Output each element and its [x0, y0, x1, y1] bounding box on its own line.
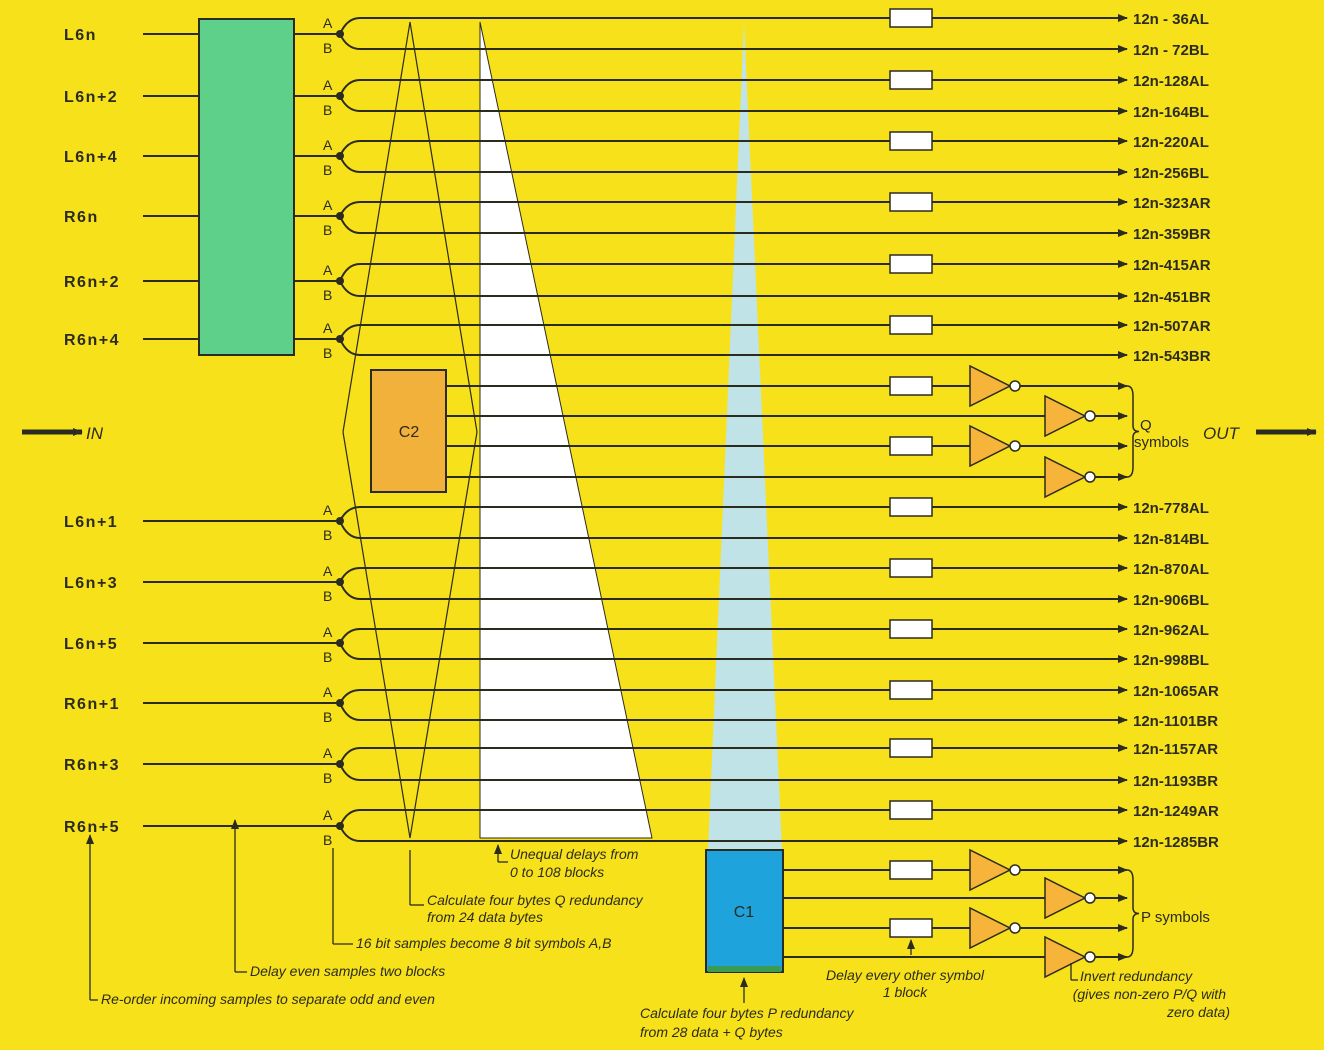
inverter [970, 426, 1010, 466]
reorder-block [199, 19, 294, 355]
output-label: 12n-128AL [1133, 73, 1209, 90]
fork-dot [336, 335, 344, 343]
output-label: 12n-323AR [1133, 195, 1211, 212]
output-label: 12n-814BL [1133, 531, 1209, 548]
output-label: 12n-256BL [1133, 165, 1209, 182]
output-label: 12n-870AL [1133, 561, 1209, 578]
p-brace [1127, 870, 1139, 957]
delay-box [890, 193, 932, 211]
reorder-note: Re-order incoming samples to separate odd and even [101, 991, 435, 1007]
output-label: 12n-1193BR [1133, 773, 1219, 790]
delay-box [890, 9, 932, 27]
inverter [1045, 396, 1085, 436]
odd-input-label: R6n+3 [64, 757, 120, 774]
output-label: 12n-998BL [1133, 652, 1209, 669]
channel-a-label: A [323, 502, 333, 518]
q-brace [1127, 386, 1139, 477]
channel-b-label: B [323, 832, 333, 848]
bit-symbols-note: 16 bit samples become 8 bit symbols A,B [356, 935, 612, 951]
channel-a-label: A [323, 807, 333, 823]
fork-dot [336, 212, 344, 220]
inverter [1045, 457, 1085, 497]
inverter-bubble [1010, 865, 1020, 875]
even-input-label: R6n+2 [64, 274, 120, 291]
inverter-bubble [1010, 381, 1020, 391]
odd-input-label: R6n+1 [64, 696, 120, 713]
out-label: OUT [1203, 424, 1239, 443]
inverter-bubble [1010, 441, 1020, 451]
fork-dot [336, 639, 344, 647]
fork-dot [336, 277, 344, 285]
delay-every-other-note: Delay every other symbol [826, 967, 984, 983]
output-label: 12n-962AL [1133, 622, 1209, 639]
odd-input-label: L6n+5 [64, 636, 119, 653]
channel-a-label: A [323, 745, 333, 761]
output-label: 12n-543BR [1133, 348, 1211, 365]
channel-b-label: B [323, 770, 333, 786]
p-symbols-label: P symbols [1141, 909, 1210, 926]
even-input-label: L6n [64, 27, 97, 44]
invert-note-3: zero data) [1166, 1004, 1230, 1020]
odd-input-label: L6n+3 [64, 575, 119, 592]
delay-box [890, 377, 932, 395]
output-label: 12n-359BR [1133, 226, 1211, 243]
delay-even-note: Delay even samples two blocks [250, 963, 446, 979]
output-label: 12n-1157AR [1133, 741, 1219, 758]
calc-q-note: Calculate four bytes Q redundancy [427, 892, 643, 908]
channel-b-label: B [323, 287, 333, 303]
channel-a-label: A [323, 624, 333, 640]
delay-box [890, 132, 932, 150]
inverter-bubble [1085, 472, 1095, 482]
output-label: 12n-507AR [1133, 318, 1211, 335]
unequal-delay-wedge [480, 22, 652, 838]
output-label: 12n-1065AR [1133, 683, 1219, 700]
delay-every-other-note-2: 1 block [882, 984, 928, 1000]
odd-input-label: L6n+1 [64, 514, 119, 531]
c1-label: C1 [733, 904, 755, 921]
inverter [970, 850, 1010, 890]
delay-box [890, 71, 932, 89]
channel-a-label: A [323, 15, 333, 31]
delay-box [890, 739, 932, 757]
fork-dot [336, 152, 344, 160]
output-label: 12n-220AL [1133, 134, 1209, 151]
fork-dot [336, 92, 344, 100]
channel-a-label: A [323, 684, 333, 700]
output-label: 12n-415AR [1133, 257, 1211, 274]
even-input-label: R6n [64, 209, 99, 226]
even-input-label: R6n+4 [64, 332, 120, 349]
channel-b-label: B [323, 345, 333, 361]
delay-box [890, 498, 932, 516]
delay-box [890, 437, 932, 455]
inverter-bubble [1085, 952, 1095, 962]
q-symbols-label: symbols [1134, 434, 1190, 451]
channel-a-label: A [323, 262, 333, 278]
inverter [970, 908, 1010, 948]
inverter [1045, 878, 1085, 918]
fork-dot [336, 578, 344, 586]
fork-dot [336, 760, 344, 768]
delay-box [890, 801, 932, 819]
calc-p-note-2: from 28 data + Q bytes [640, 1024, 783, 1040]
output-label: 12n-1101BR [1133, 713, 1219, 730]
delay-box [890, 316, 932, 334]
even-input-label: L6n+4 [64, 149, 119, 166]
delay-box [890, 861, 932, 879]
channel-b-label: B [323, 222, 333, 238]
channel-a-label: A [323, 320, 333, 336]
inverter-bubble [1085, 411, 1095, 421]
calc-p-note: Calculate four bytes P redundancy [640, 1005, 854, 1021]
unequal-delays-note: Unequal delays from [510, 846, 639, 862]
output-label: 12n-778AL [1133, 500, 1209, 517]
delay-box [890, 559, 932, 577]
channel-b-label: B [323, 40, 333, 56]
channel-b-label: B [323, 649, 333, 665]
channel-a-label: A [323, 137, 333, 153]
fork-dot [336, 30, 344, 38]
channel-b-label: B [323, 527, 333, 543]
output-label: 12n-1285BR [1133, 834, 1219, 851]
odd-input-label: R6n+5 [64, 819, 120, 836]
channel-b-label: B [323, 102, 333, 118]
fork-dot [336, 822, 344, 830]
channel-b-label: B [323, 162, 333, 178]
output-label: 12n-1249AR [1133, 803, 1219, 820]
calc-q-note-2: from 24 data bytes [427, 909, 543, 925]
invert-note: Invert redundancy [1080, 968, 1193, 984]
channel-b-label: B [323, 709, 333, 725]
c2-label: C2 [398, 424, 420, 441]
inverter-bubble [1010, 923, 1020, 933]
output-label: 12n - 72BL [1133, 42, 1209, 59]
p-redundancy-wedge [708, 22, 782, 850]
channel-a-label: A [323, 77, 333, 93]
invert-note-2: (gives non-zero P/Q with [1072, 986, 1226, 1002]
channel-a-label: A [323, 563, 333, 579]
q-label: Q [1140, 417, 1152, 434]
output-label: 12n-906BL [1133, 592, 1209, 609]
channel-a-label: A [323, 197, 333, 213]
delay-box [890, 620, 932, 638]
output-label: 12n-164BL [1133, 104, 1209, 121]
output-label: 12n - 36AL [1133, 11, 1209, 28]
fork-dot [336, 699, 344, 707]
fork-dot [336, 517, 344, 525]
unequal-delays-note-2: 0 to 108 blocks [510, 864, 605, 880]
delay-box [890, 681, 932, 699]
even-input-label: L6n+2 [64, 89, 119, 106]
inverter-bubble [1085, 893, 1095, 903]
delay-box [890, 255, 932, 273]
output-label: 12n-451BR [1133, 289, 1211, 306]
delay-box [890, 919, 932, 937]
inverter [1045, 937, 1085, 977]
channel-b-label: B [323, 588, 333, 604]
in-label: IN [86, 424, 103, 443]
inverter [970, 366, 1010, 406]
